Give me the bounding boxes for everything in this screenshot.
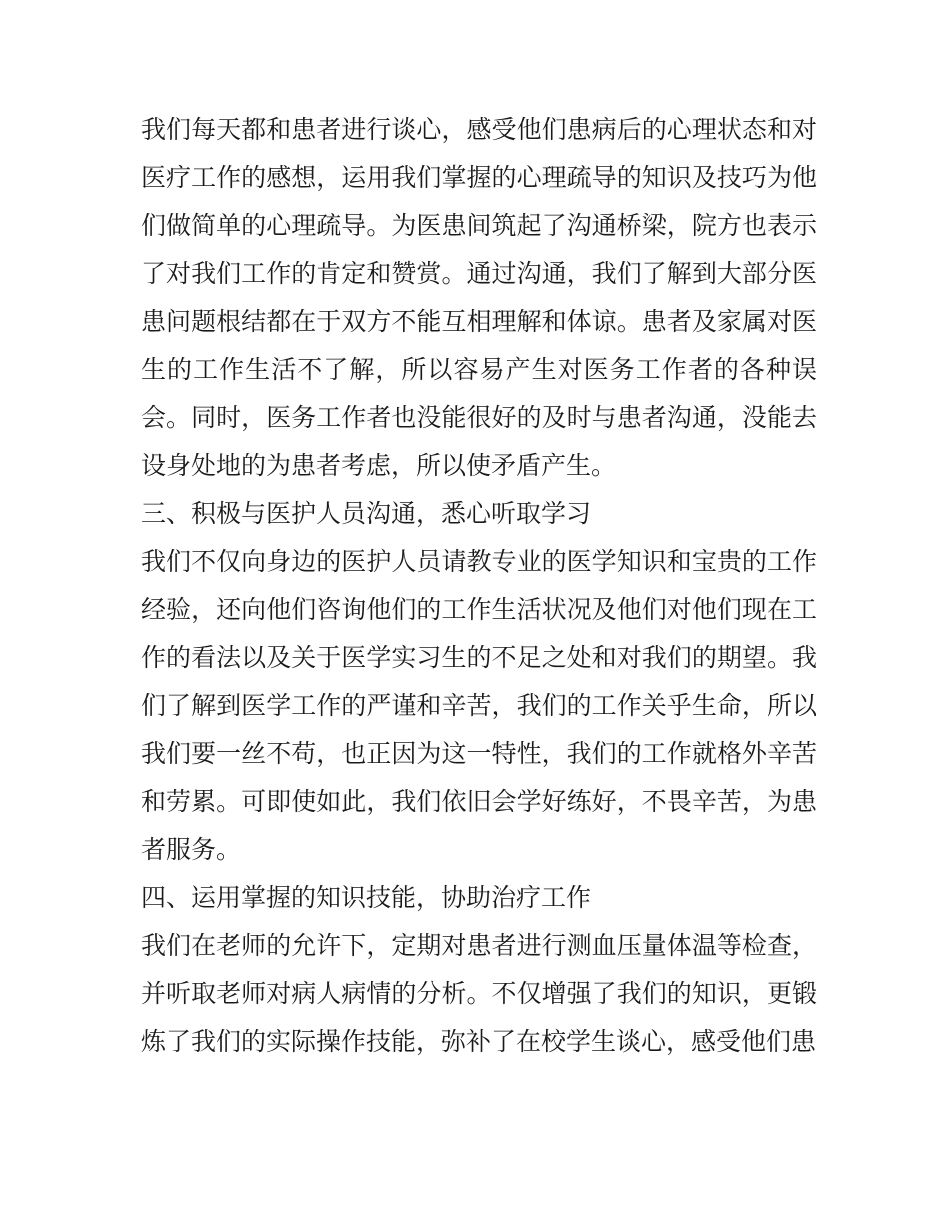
paragraph-learning-from-staff: 我们不仅向身边的医护人员请教专业的医学知识和宝贵的工作经验，还向他们咨询他们的工作生活状况及他们对他们现在工作的看法以及关于医学实习生的不足之处和对我们的期望。我们了解到医学工作的严谨和辛苦，我们的工作关乎生命，所以我们要一丝不苟，也正因为这一特性，我们的工作就格外辛苦和劳累。可即使如此，我们依旧会学好练好，不畏辛苦，为患者服务。	[141, 547, 817, 864]
paragraph-patient-communication: 我们每天都和患者进行谈心，感受他们患病后的心理状态和对医疗工作的感想，运用我们掌握的心理疏导的知识及技巧为他们做简单的心理疏导。为医患间筑起了沟通桥梁，院方也表示了对我们工作的肯定和赞赏。通过沟通，我们了解到大部分医患问题根结都在于双方不能互相理解和体谅。患者及家属对医生的工作生活不了解，所以容易产生对医务工作者的各种误会。同时，医务工作者也没能很好的及时与患者沟通，没能去设身处地的为患者考虑，所以使矛盾产生。	[141, 115, 817, 480]
section-heading-4: 四、运用掌握的知识技能，协助治疗工作	[141, 883, 592, 912]
section-heading-3: 三、积极与医护人员沟通，悉心听取学习	[141, 499, 592, 528]
paragraph-assisting-treatment: 我们在老师的允许下，定期对患者进行测血压量体温等检查，并听取老师对病人病情的分析。不仅增强了我们的知识，更锻炼了我们的实际操作技能，弥补了在校学生谈心，感受他们患	[141, 931, 817, 1056]
document-body	[141, 106, 817, 1066]
